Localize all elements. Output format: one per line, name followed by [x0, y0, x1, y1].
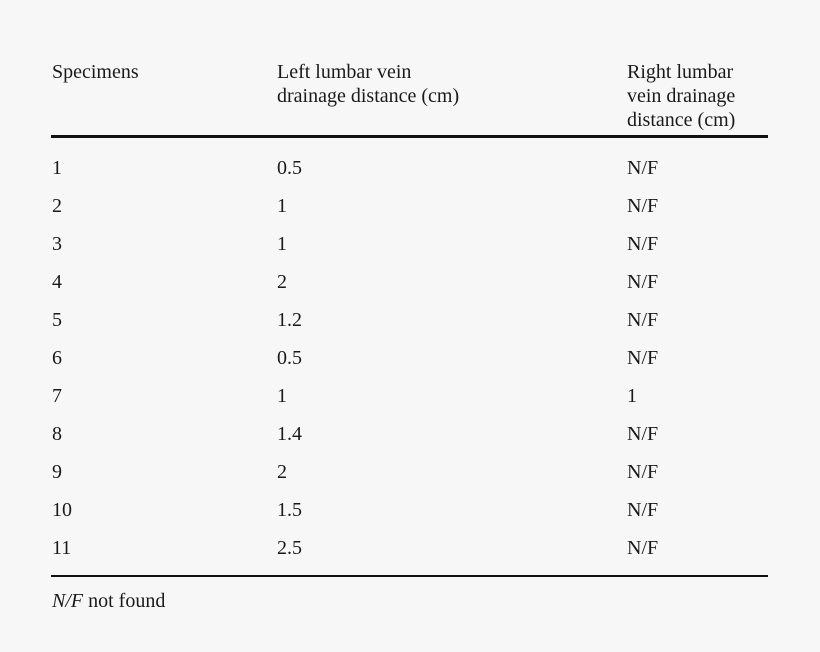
cell-right-distance: N/F [627, 461, 659, 483]
cell-left-distance: 1.2 [277, 309, 302, 331]
footnote-abbr: N/F [52, 590, 84, 612]
cell-right-distance: 1 [627, 385, 637, 407]
cell-left-distance: 2 [277, 271, 287, 293]
cell-specimen: 3 [52, 233, 62, 255]
cell-right-distance: N/F [627, 271, 659, 293]
cell-left-distance: 1.4 [277, 423, 302, 445]
cell-specimen: 7 [52, 385, 62, 407]
footnote [52, 589, 165, 613]
header-left-lumbar: Left lumbar vein drainage distance (cm) [277, 61, 460, 107]
cell-left-distance: 1.5 [277, 499, 302, 521]
table-row [0, 149, 820, 187]
cell-right-distance: N/F [627, 157, 659, 179]
table-row [0, 263, 820, 301]
cell-right-distance: N/F [627, 347, 659, 369]
cell-left-distance: 1 [277, 233, 287, 255]
cell-specimen: 4 [52, 271, 62, 293]
table-row [0, 225, 820, 263]
table-row [0, 491, 820, 529]
table-row [0, 529, 820, 567]
cell-specimen: 1 [52, 157, 62, 179]
bottom-rule [51, 575, 768, 577]
cell-right-distance: N/F [627, 309, 659, 331]
cell-left-distance: 1 [277, 195, 287, 217]
cell-specimen: 6 [52, 347, 62, 369]
cell-specimen: 9 [52, 461, 62, 483]
table-row [0, 453, 820, 491]
cell-right-distance: N/F [627, 423, 659, 445]
table-row [0, 377, 820, 415]
cell-specimen: 5 [52, 309, 62, 331]
cell-right-distance: N/F [627, 499, 659, 521]
table-row [0, 301, 820, 339]
cell-left-distance: 0.5 [277, 157, 302, 179]
cell-left-distance: 0.5 [277, 347, 302, 369]
header-specimens: Specimens [52, 61, 139, 83]
cell-right-distance: N/F [627, 537, 659, 559]
cell-right-distance: N/F [627, 195, 659, 217]
cell-left-distance: 2.5 [277, 537, 302, 559]
cell-left-distance: 1 [277, 385, 287, 407]
cell-right-distance: N/F [627, 233, 659, 255]
table-body [0, 149, 820, 567]
table-row [0, 415, 820, 453]
cell-specimen: 11 [52, 537, 72, 559]
table-row [0, 187, 820, 225]
cell-specimen: 8 [52, 423, 62, 445]
table-row [0, 339, 820, 377]
footnote-text: not found [83, 590, 166, 612]
cell-specimen: 2 [52, 195, 62, 217]
header-right-lumbar: Right lumbar vein drainage distance (cm) [627, 61, 736, 131]
cell-specimen: 10 [52, 499, 72, 521]
cell-left-distance: 2 [277, 461, 287, 483]
header-rule [51, 135, 768, 138]
